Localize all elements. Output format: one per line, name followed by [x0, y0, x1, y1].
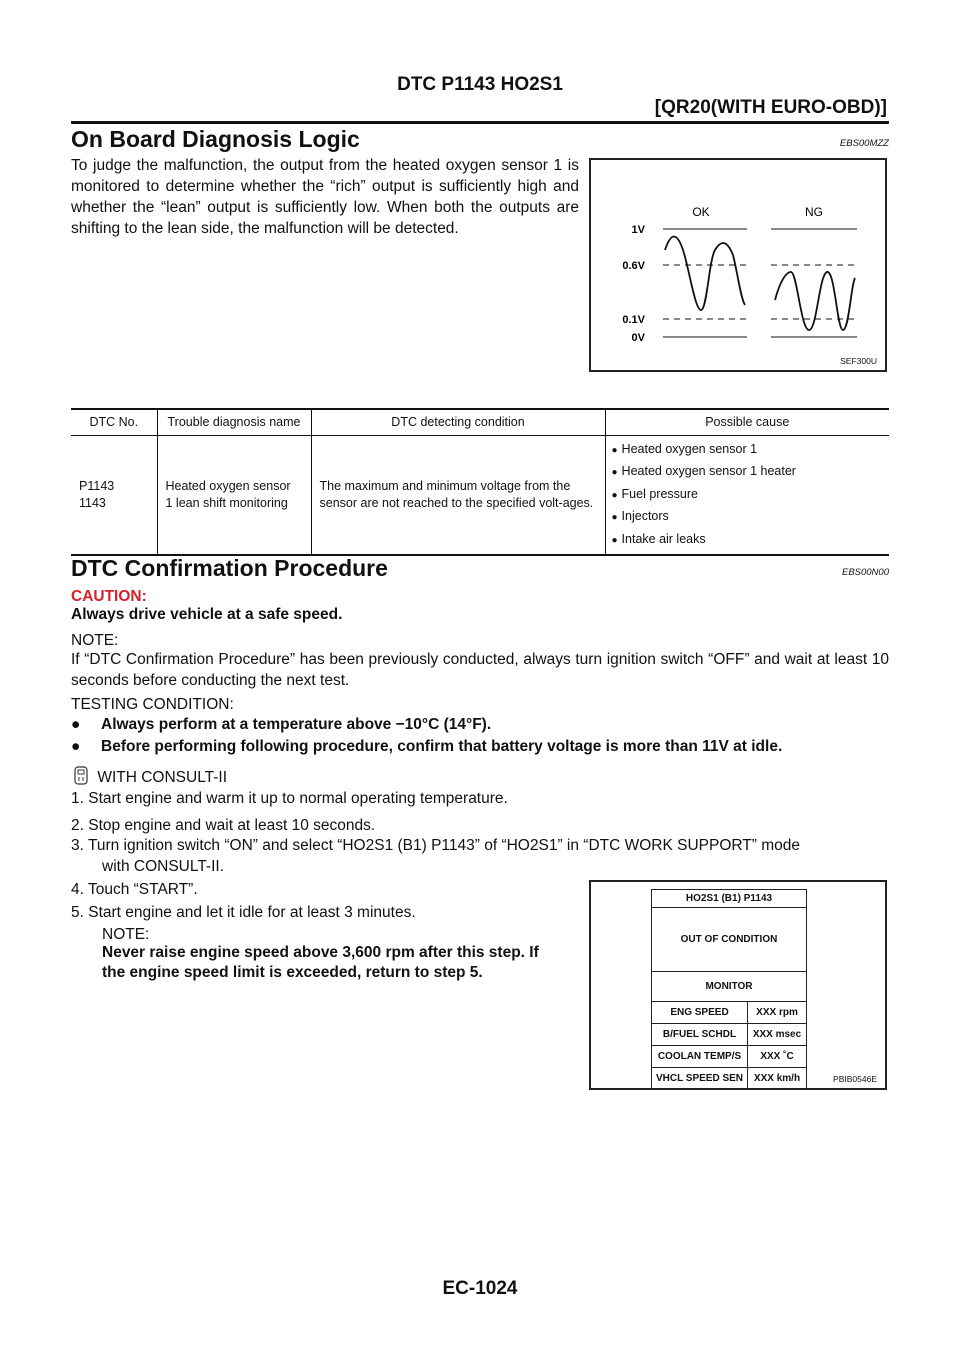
step-5: 5. Start engine and let it idle for at least 3 minutes. [71, 904, 416, 921]
step-5-note-line2: the engine speed limit is exceeded, return to step 5. [102, 964, 483, 981]
ok-waveform [665, 237, 745, 311]
waveform-graphic [591, 160, 885, 370]
monitor-header: MONITOR [652, 972, 807, 1002]
section-title-confirmation: DTC Confirmation Procedure [71, 555, 388, 581]
bullet-icon: ● [611, 534, 618, 546]
section-code-2: EBS00N00 [841, 567, 889, 578]
dtc-no: P1143 [79, 478, 115, 493]
ng-waveform [775, 272, 855, 330]
consult-monitor-table [651, 889, 807, 1090]
label-01v: 0.1V [622, 314, 645, 326]
consult-tool-icon [71, 766, 93, 786]
table-header-cause: Possible cause [605, 409, 889, 435]
consult-heading [71, 766, 227, 787]
possible-cause-cell [605, 435, 889, 555]
dtc-no-cell [71, 435, 157, 555]
testing-condition-label: TESTING CONDITION: [71, 696, 234, 713]
consult-screen-figure [589, 880, 887, 1090]
testing-bullet-2: ● Before performing following procedure, confirm that battery voltage is more than 11V at idle. [71, 738, 783, 755]
label-06v: 0.6V [622, 260, 645, 272]
dtc-table [71, 408, 889, 556]
section-code-1: EBS00MZZ [839, 138, 889, 149]
diagnosis-name-cell [157, 435, 311, 555]
list-item: ● Intake air leaks [611, 531, 706, 546]
page-subtitle: [QR20(WITH EURO-OBD)] [654, 97, 887, 118]
table-row: VHCL SPEED SEN XXX km/h [652, 1068, 807, 1090]
testing-bullet-1: ● Always perform at a temperature above −10°C (14°F). [71, 716, 492, 733]
step-2: 2. Stop engine and wait at least 10 seconds. [71, 817, 376, 834]
monitor-title: HO2S1 (B1) P1143 [652, 890, 807, 908]
label-0v: 0V [631, 332, 645, 344]
step-4: 4. Touch “START”. [71, 881, 198, 898]
table-header-condition: DTC detecting condition [311, 409, 605, 435]
diagnosis-name-line1: Heated oxygen sensor [165, 478, 291, 493]
bullet-icon: ● [611, 512, 618, 523]
caution-label: CAUTION: [71, 588, 147, 605]
bullet-icon: ● [611, 489, 618, 501]
diagnosis-name-line2: 1 lean shift monitoring [165, 495, 288, 510]
table-row: B/FUEL SCHDL XXX msec [652, 1024, 807, 1046]
list-item: ● Injectors [611, 509, 669, 523]
table-row: ENG SPEED XXX rpm [652, 1002, 807, 1024]
ok-label: OK [692, 205, 710, 219]
figure1-code: SEF300U [840, 356, 877, 366]
bullet-icon: ● [611, 444, 618, 456]
bullet-icon: ● [611, 467, 618, 478]
note-label: NOTE: [71, 632, 119, 649]
dtc-no-short: 1143 [79, 495, 106, 510]
label-1v: 1V [631, 224, 645, 236]
figure2-code: PBIB0546E [833, 1074, 877, 1084]
consult-title: WITH CONSULT-II [97, 769, 228, 786]
step-3: 3. Turn ignition switch “ON” and select “HO2S1 (B1) P1143” of “HO2S1” in “DTC WORK SUPPORT” mode [71, 837, 801, 854]
header-rule [71, 121, 889, 124]
step-5-note-label: NOTE: [102, 926, 150, 943]
bullet-icon: ● [71, 716, 81, 733]
list-item: ● Fuel pressure [611, 486, 698, 501]
table-row: COOLAN TEMP/S XXX ˚C [652, 1046, 807, 1068]
section-title-diagnosis-logic: On Board Diagnosis Logic [71, 126, 360, 152]
step-1: 1. Start engine and warm it up to normal operating temperature. [71, 790, 508, 807]
page-title: DTC P1143 HO2S1 [397, 74, 563, 95]
list-item: ● Heated oxygen sensor 1 heater [611, 464, 796, 478]
diagnosis-logic-paragraph: To judge the malfunction, the output from the heated oxygen sensor 1 is monitored to determine whether the “rich” output is sufficiently high and whether the “lean” output is sufficiently low. When both the outputs are shifting to the lean side, the malfunction will be detected. [71, 157, 579, 237]
condition-cell: The maximum and minimum voltage from the sensor are not reached to the specified volt-ages. [311, 435, 605, 555]
table-header-name: Trouble diagnosis name [157, 409, 311, 435]
ng-label: NG [805, 205, 823, 219]
bullet-icon: ● [71, 738, 81, 755]
page-number: EC-1024 [442, 1278, 518, 1299]
table-row [71, 435, 889, 555]
table-header-row [71, 409, 889, 435]
caution-text: Always drive vehicle at a safe speed. [71, 606, 343, 623]
step-3-cont: with CONSULT-II. [102, 858, 225, 875]
list-item: ● Heated oxygen sensor 1 [611, 441, 758, 456]
note-text: If “DTC Confirmation Procedure” has been previously conducted, always turn ignition switch “OFF” and wait at least 10 seconds before conducting the next test. [71, 651, 889, 689]
table-header-dtc-no: DTC No. [71, 409, 157, 435]
monitor-status: OUT OF CONDITION [652, 908, 807, 972]
step-5-note-line1: Never raise engine speed above 3,600 rpm after this step. If [102, 944, 539, 961]
voltage-waveform-figure [589, 158, 887, 372]
